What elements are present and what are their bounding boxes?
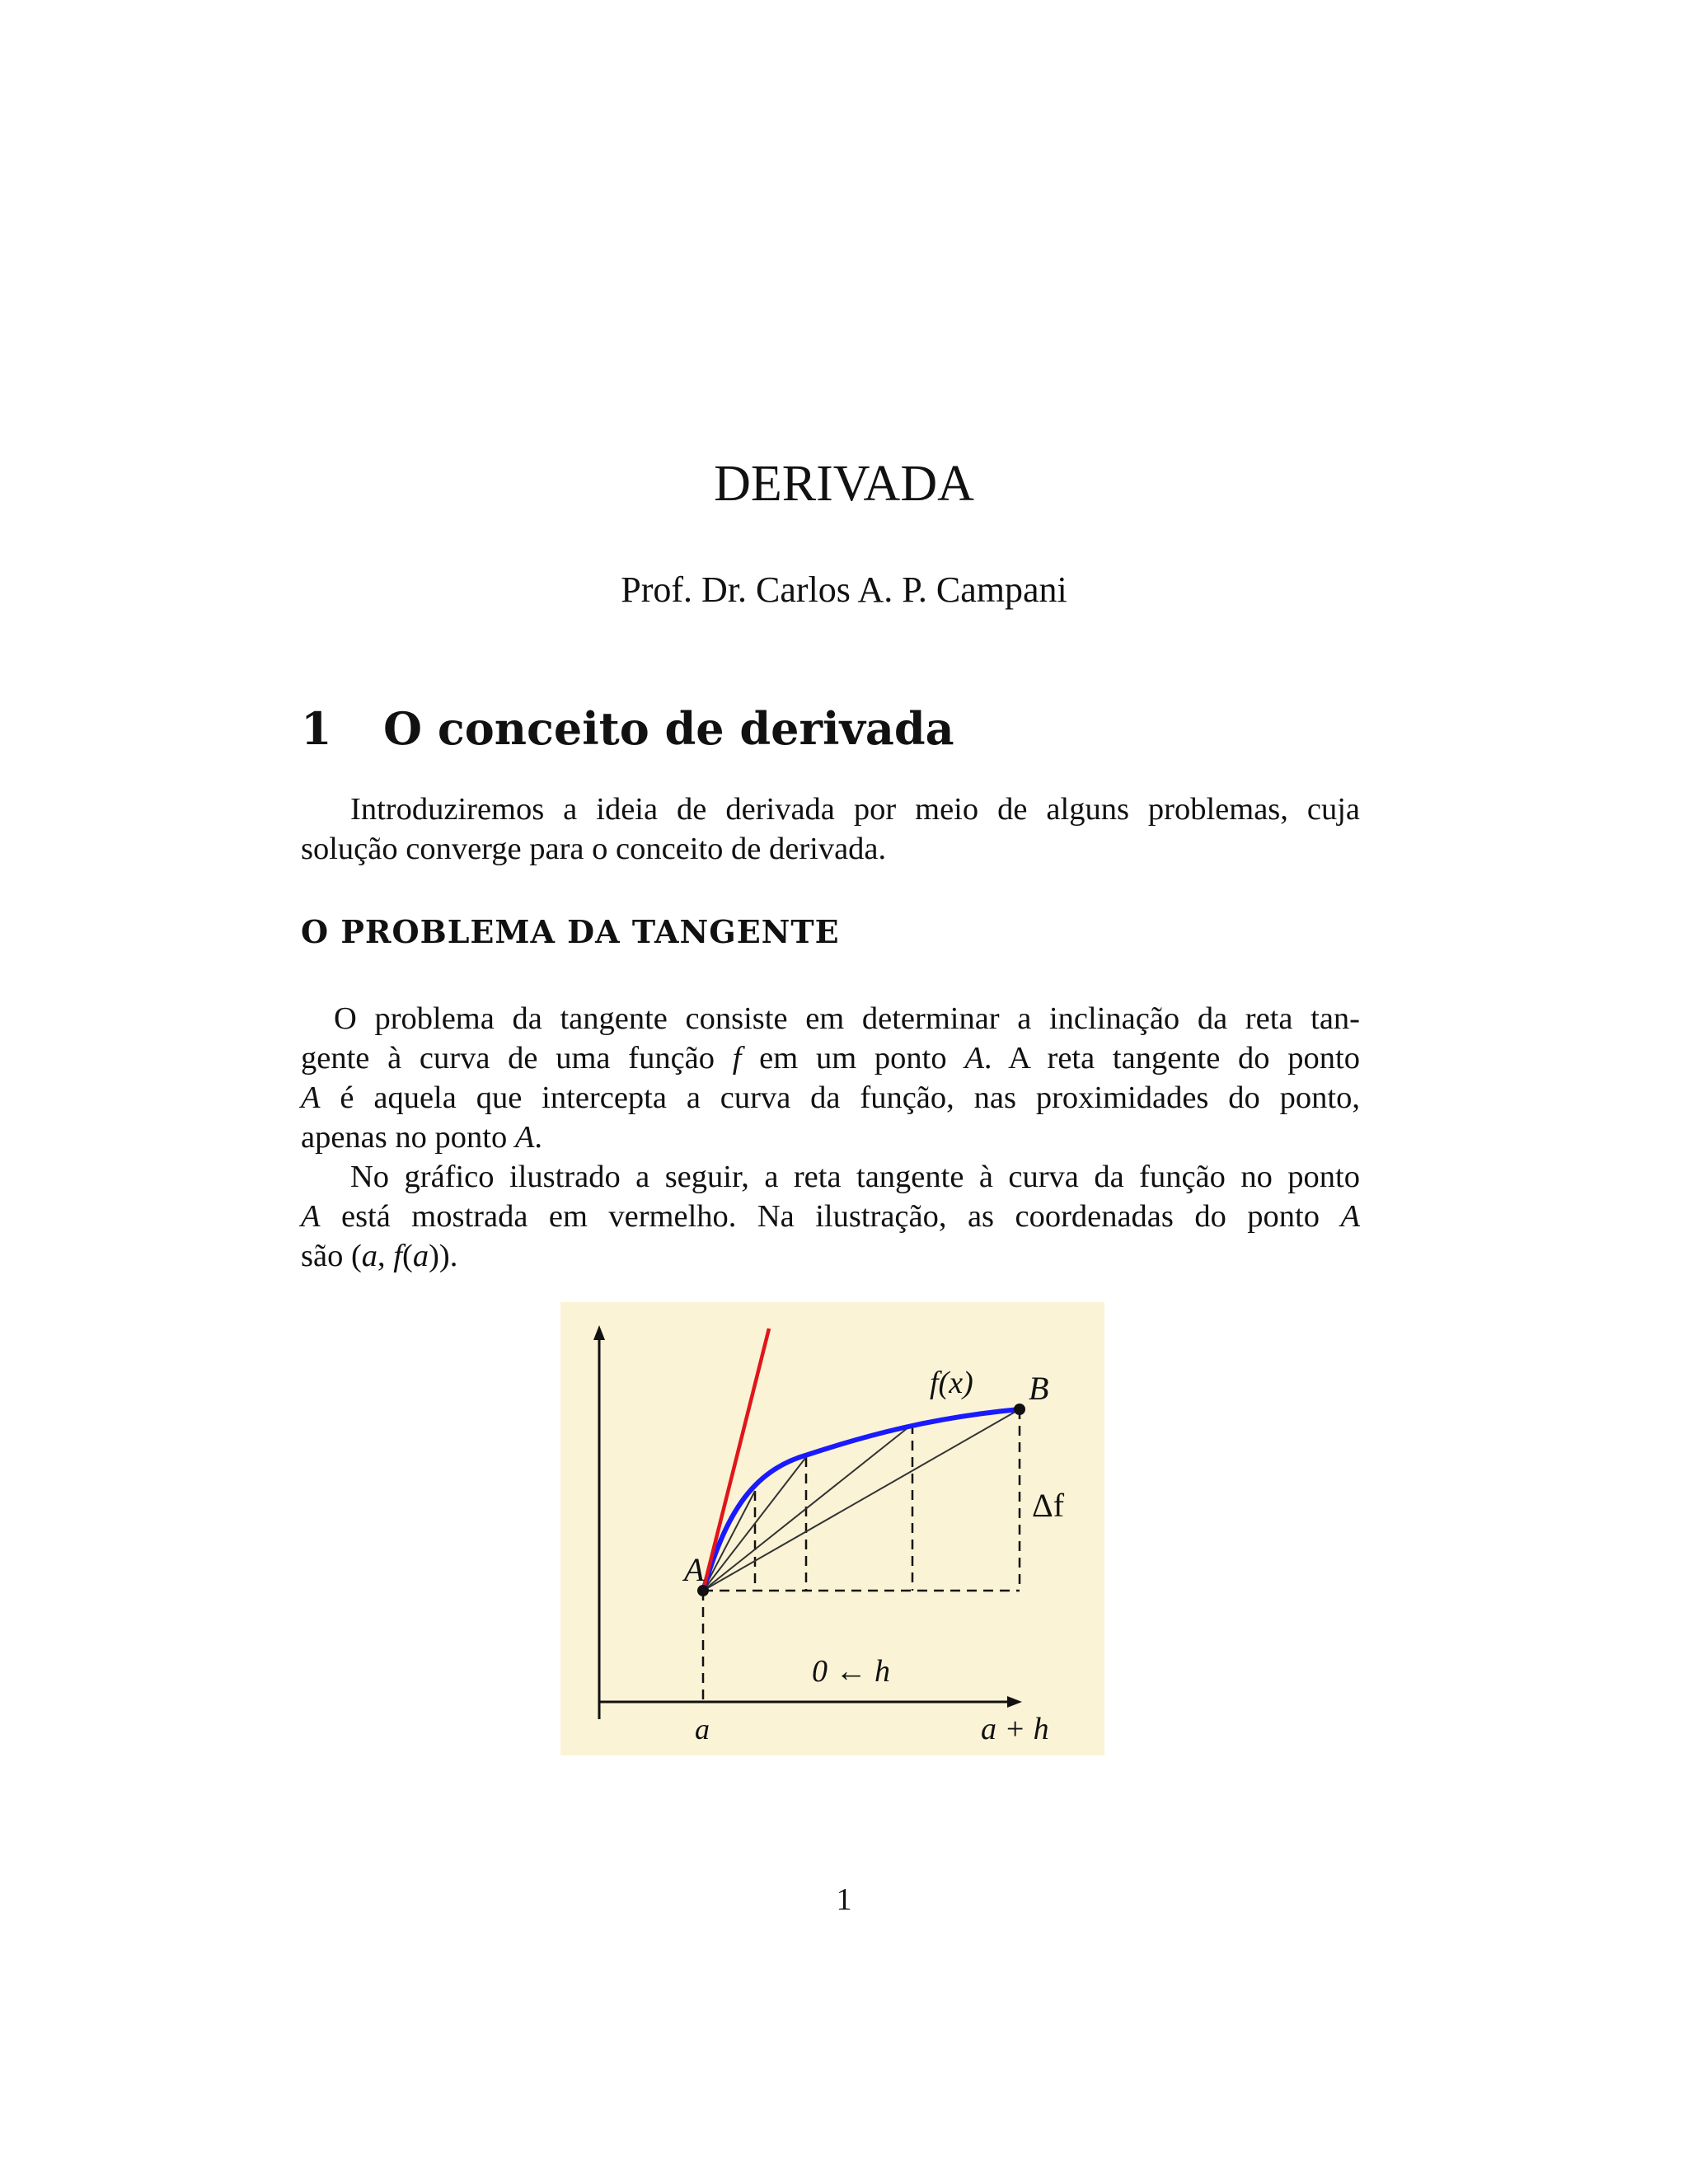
text-line: apenas no ponto A. <box>301 1120 542 1155</box>
section-number: 1 <box>301 702 332 755</box>
section-heading <box>301 702 954 755</box>
text-line: O problema da tangente consiste em determinar a inclinação da reta tan- <box>334 1001 1360 1036</box>
tangent-paragraph-1 <box>301 999 1360 1157</box>
text-line: Introduziremos a ideia de derivada por meio de alguns problemas, cuja <box>350 792 1360 827</box>
text-line: são (a, f(a)). <box>301 1239 458 1273</box>
section-title: O conceito de derivada <box>383 702 954 755</box>
label-delta-f: Δf <box>1032 1487 1065 1524</box>
author: Prof. Dr. Carlos A. P. Campani <box>621 569 1067 610</box>
text-line: solução converge para o conceito de derivada. <box>301 832 887 866</box>
intro-paragraph <box>301 790 1360 869</box>
label-a: a <box>695 1713 710 1746</box>
label-a-plus-h: a + h <box>981 1712 1049 1746</box>
page-title: DERIVADA <box>714 456 974 512</box>
tangent-figure <box>560 1302 1104 1755</box>
subsection-heading: O PROBLEMA DA TANGENTE <box>301 913 840 950</box>
label-A: A <box>684 1551 705 1588</box>
text-line: gente à curva de uma função f em um ponto A. A reta tangente do ponto <box>301 1041 1360 1076</box>
tangent-diagram <box>560 1302 1104 1755</box>
point-B <box>1014 1404 1025 1415</box>
label-h-limit: 0 ← h <box>812 1654 890 1689</box>
tangent-paragraph-2 <box>301 1157 1360 1276</box>
text-line: A é aquela que intercepta a curva da função, nas proximidades do ponto, <box>301 1080 1360 1115</box>
label-B: B <box>1029 1370 1049 1407</box>
text-line: No gráfico ilustrado a seguir, a reta tangente à curva da função no ponto <box>350 1160 1360 1194</box>
text-line: A está mostrada em vermelho. Na ilustração, as coordenadas do ponto A <box>301 1199 1360 1234</box>
page-number: 1 <box>836 1882 852 1917</box>
label-fx: f(x) <box>930 1366 973 1400</box>
